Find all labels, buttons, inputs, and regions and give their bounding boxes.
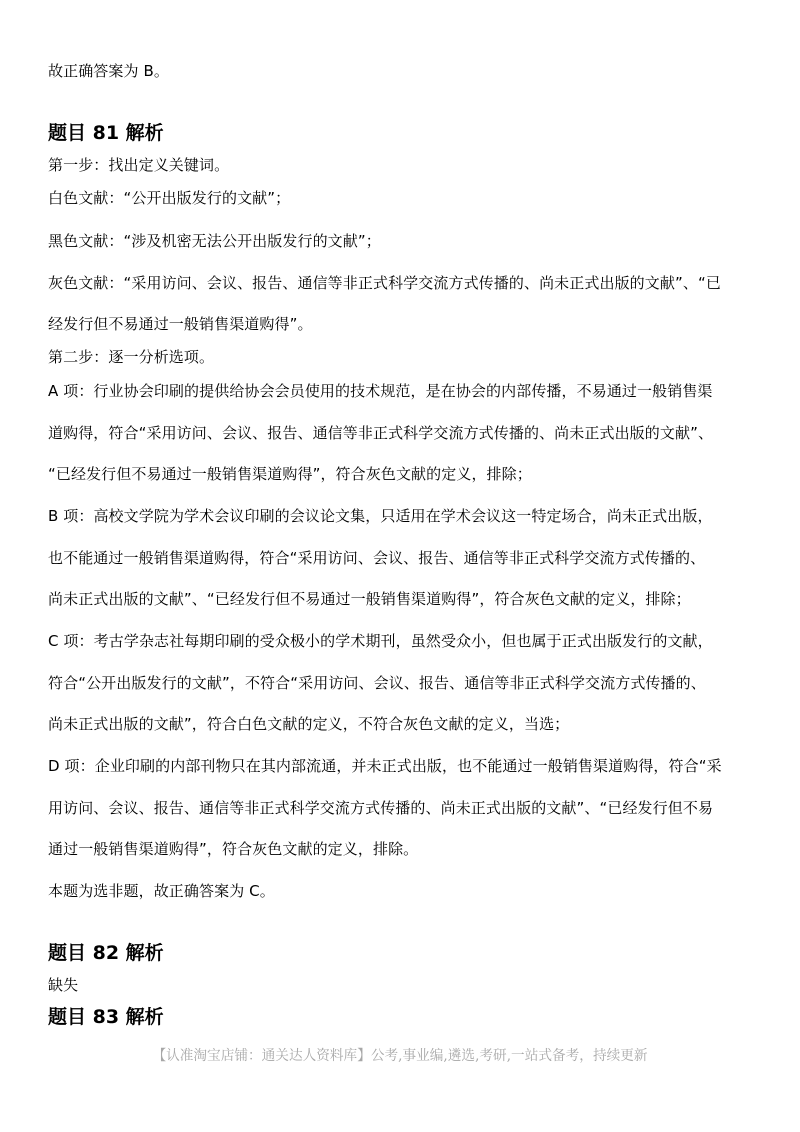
q81-line: 用访问、会议、报告、通信等非正式科学交流方式传播的、尚未正式出版的文献”、“已经发行但不易 xyxy=(48,799,714,817)
q83-heading: 题目 83 解析 xyxy=(48,1006,164,1028)
q81-line: 第一步：找出定义关键词。 xyxy=(48,156,230,174)
q81-line: 黑色文献：“涉及机密无法公开出版发行的文献”； xyxy=(48,232,381,250)
q81-line: A 项：行业协会印刷的提供给协会会员使用的技术规范，是在协会的内部传播，不易通过一般销售渠 xyxy=(48,382,713,400)
q81-line: 道购得，符合“采用访问、会议、报告、通信等非正式科学交流方式传播的、尚未正式出版的文献”、 xyxy=(48,424,714,442)
q81-line: 符合“公开出版发行的文献”，不符合“采用访问、会议、报告、通信等非正式科学交流方式传播的、 xyxy=(48,674,706,692)
q81-line: “已经发行但不易通过一般销售渠道购得”，符合灰色文献的定义，排除； xyxy=(48,465,532,483)
q81-line: 尚未正式出版的文献”，符合白色文献的定义，不符合灰色文献的定义，当选； xyxy=(48,715,570,733)
q81-heading: 题目 81 解析 xyxy=(48,122,164,144)
q82-heading: 题目 82 解析 xyxy=(48,942,164,964)
q81-line: C 项：考古学杂志社每期印刷的受众极小的学术期刊，虽然受众小，但也属于正式出版发行的文献， xyxy=(48,632,713,650)
q81-line: 尚未正式出版的文献”、“已经发行但不易通过一般销售渠道购得”，符合灰色文献的定义，排除； xyxy=(48,590,691,608)
q81-line: 本题为选非题，故正确答案为 C。 xyxy=(48,882,275,900)
q81-line: 经发行但不易通过一般销售渠道购得”。 xyxy=(48,315,313,333)
q81-line: 通过一般销售渠道购得”，符合灰色文献的定义，排除。 xyxy=(48,840,419,858)
q81-line: D 项：企业印刷的内部刊物只在其内部流通，并未正式出版，也不能通过一般销售渠道购得，符合“采 xyxy=(48,757,722,775)
q81-line: 灰色文献：“采用访问、会议、报告、通信等非正式科学交流方式传播的、尚未正式出版的文献”、“已 xyxy=(48,274,721,292)
q81-line: B 项：高校文学院为学术会议印刷的会议论文集，只适用在学术会议这一特定场合，尚未正式出版， xyxy=(48,507,713,525)
q81-line: 也不能通过一般销售渠道购得，符合“采用访问、会议、报告、通信等非正式科学交流方式传播的、 xyxy=(48,549,706,567)
footer-watermark: 【认准淘宝店铺：通关达人资料库】公考,事业编,遴选,考研,一站式备考，持续更新 xyxy=(152,1048,648,1064)
q81-line: 第二步：逐一分析选项。 xyxy=(48,348,215,366)
q82-line: 缺失 xyxy=(48,976,79,994)
q81-line: 白色文献：“公开出版发行的文献”； xyxy=(48,189,291,207)
intro-line: 故正确答案为 B。 xyxy=(48,62,169,80)
